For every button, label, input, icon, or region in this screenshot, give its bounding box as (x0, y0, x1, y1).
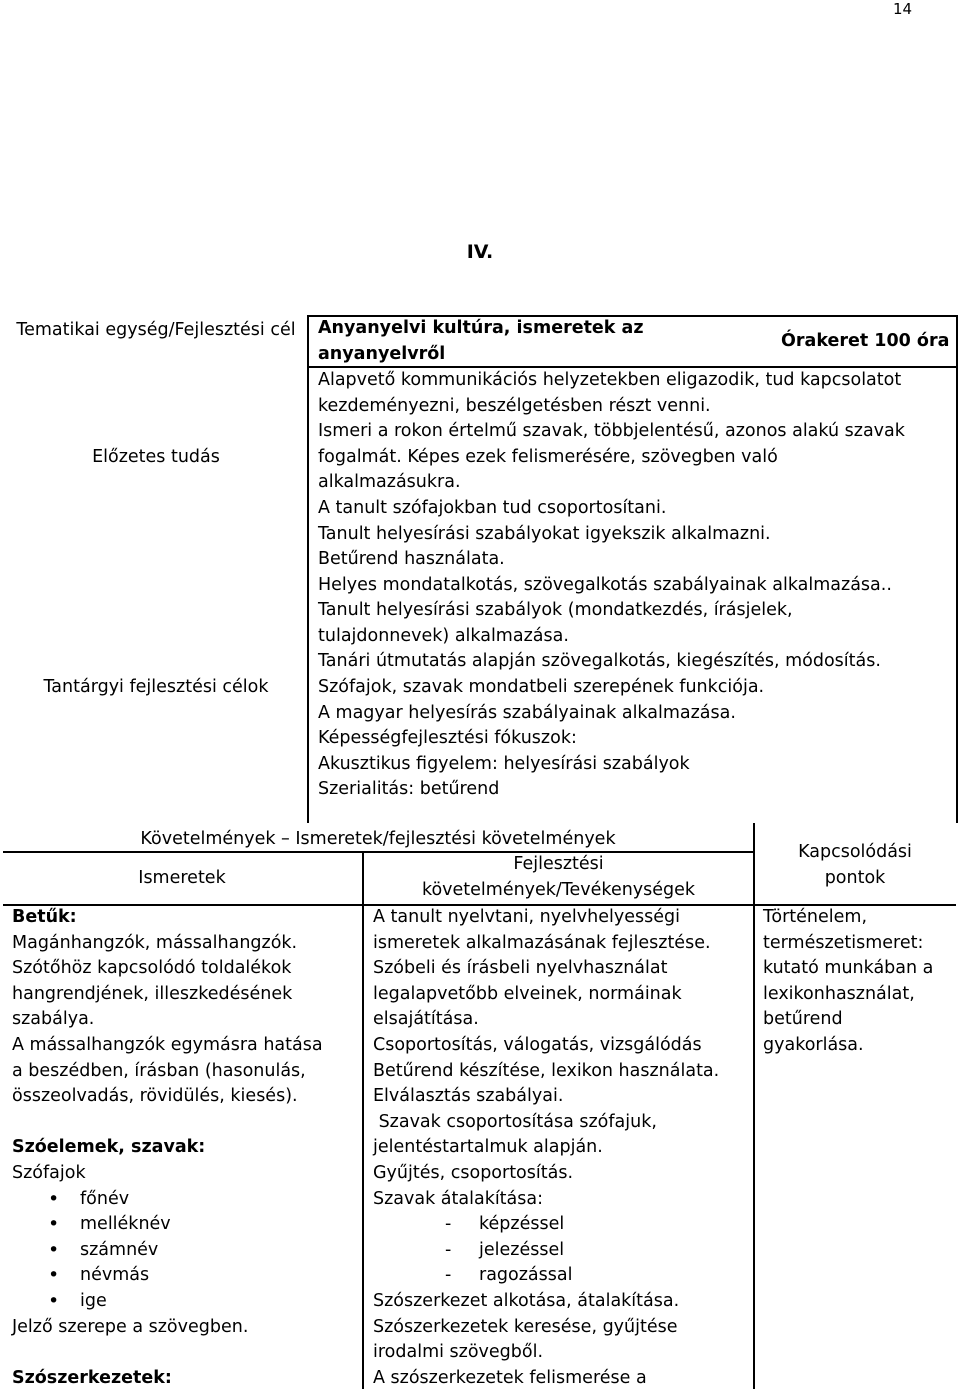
links-column-header: Kapcsolódási pontok (798, 842, 912, 888)
list-item: • melléknév (12, 1212, 323, 1238)
knowledge-column: Betűk: Magánhangzók, mássalhangzók. Szótőhöz kapcsolódó toldalékok hangrendjének, illeszkedésének szabálya. A mássalhangzók egymásra hatása a beszédben, írásban (hasonulás, összeolvadás, rövidülés, kiesés). Szóelemek, szavak: Szófajok • főnév • melléknév • számnév • névmás • ige Jelző szerepe a szövegben. Szószerkezetek: (12, 905, 323, 1391)
list-item: - jelezéssel (373, 1238, 719, 1264)
hours-label: Órakeret 100 óra (781, 331, 950, 351)
list-item: • számnév (12, 1238, 323, 1264)
prior-knowledge-label: Előzetes tudás (92, 447, 220, 467)
requirements-header: Követelmények – Ismeretek/fejlesztési követelmények (140, 829, 616, 849)
prior-knowledge-text: Alapvető kommunikációs helyzetekben eligazodik, tud kapcsolatot kezdeményezni, beszélgetésben részt venni. Ismeri a rokon értelmű szavak, többjelentésű, azonos alakú szavak fogalmát. Képes ezek felismerésére, szövegben való alkalmazásukra. A tanult szófajokban tud csoportosítani. Tanult helyesírási szabályokat igyekszik alkalmazni. (318, 370, 905, 544)
development-column: A tanult nyelvtani, nyelvhelyességi ismeretek alkalmazásának fejlesztése. Szóbeli és írásbeli nyelvhasználat legalapvetőbb elveinek, normáinak elsajátítása. Csoportosítás, válogatás, vizsgálódás Betűrend készítése, lexikon használata. Elválasztás szabályai. Szavak csoportosítása szófajuk, jelentéstartalmuk alapján. Gyűjtés, csoportosítás. Szavak átalakítása: - képzéssel - jelezéssel - ragozással Szószerkezet alkotása, átalakítása. Szószerkezetek keresése, gyűjtése irodalmi szövegből. A szószerkezetek felismerése a (373, 905, 719, 1391)
list-item: • főnév (12, 1187, 323, 1213)
knowledge-column-header: Ismeretek (138, 868, 226, 888)
chapter-heading: IV. (466, 241, 494, 263)
list-item: - ragozással (373, 1263, 719, 1289)
list-item: • névmás (12, 1263, 323, 1289)
links-column: Történelem, természetismeret: kutató munkában a lexikonhasználat, betűrend gyakorlása. (763, 907, 934, 1055)
development-column-header: Fejlesztési követelmények/Tevékenységek (421, 854, 696, 900)
words-heading: Szóelemek, szavak: (12, 1137, 206, 1158)
rule (307, 315, 309, 823)
letters-heading: Betűk: (12, 907, 77, 927)
list-item: • ige (12, 1289, 323, 1315)
theme-title: Anyanyelvi kultúra, ismeretek az anyanyelvről (318, 318, 644, 364)
rule (753, 823, 755, 1389)
phrases-heading: Szószerkezetek: (12, 1367, 172, 1388)
word-class-list (12, 1187, 323, 1315)
theme-label: Tematikai egység/Fejlesztési cél (16, 320, 296, 340)
goals-label: Tantárgyi fejlesztési célok (43, 677, 269, 697)
rule (956, 315, 958, 823)
page-number: 14 (893, 0, 913, 18)
list-item: - képzéssel (373, 1212, 719, 1238)
goals-text: Betűrend használata. Helyes mondatalkotás, szövegalkotás szabályainak alkalmazása.. Tanult helyesírási szabályok (mondatkezdés, írásjelek, tulajdonnevek) alkalmazása. Tanári útmutatás alapján szövegalkotás, kiegészítés, módosítás. Szófajok, szavak mondatbeli szerepének funkciója. A magyar helyesírás szabályainak alkalmazása. Képességfejlesztési fókuszok: Akusztikus figyelem: helyesírási szabályok Szerialitás: betűrend (318, 549, 892, 800)
rule (362, 851, 364, 1389)
